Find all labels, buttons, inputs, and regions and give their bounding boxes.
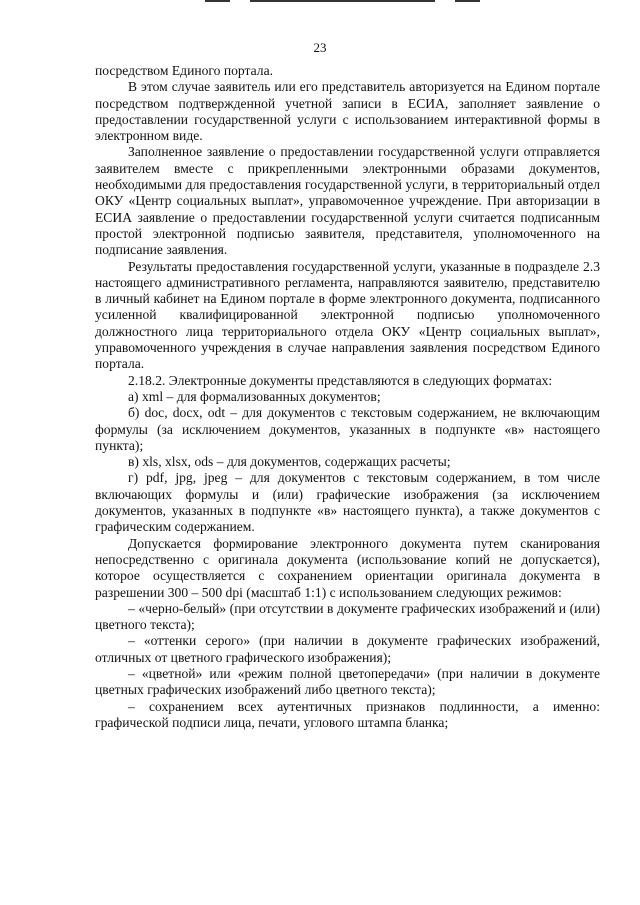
scan-mode-color: – «цветной» или «режим полной цветопередачи» (при наличии в документе цветных графических изображений либо цветного текста); [95, 665, 600, 698]
document-body [95, 63, 600, 731]
paragraph-scanning: Допускается формирование электронного документа путем сканирования непосредственно с оригинала документа (использование копий не допускается), которое осуществляется с сохранением ориентации оригинала документа в разрешении 300 – 500 dpi (масштаб 1:1) с использованием следующих режимов: [95, 535, 600, 600]
page-number: 23 [313, 40, 327, 55]
format-item-g: г) pdf, jpg, jpeg – для документов с текстовым содержанием, в том числе включающих формулы и (или) графические изображения (за исключением документов, указанных в подпункте «в» настоящего пункта), а также документов с графическим содержанием. [95, 470, 600, 535]
section-2-18-2-heading: 2.18.2. Электронные документы представляются в следующих форматах: [128, 372, 553, 388]
format-item-a: а) xml – для формализованных документов; [128, 388, 381, 404]
scan-mode-grayscale: – «оттенки серого» (при наличии в документе графических изображений, отличных от цветного графического изображения); [95, 633, 600, 665]
header-rule-center [250, 0, 435, 2]
format-item-b: б) doc, docx, odt – для документов с текстовым содержанием, не включающим формулы (за исключением документов, указанных в подпункте «в» настоящего пункта); [95, 405, 600, 453]
paragraph-continuation: посредством Единого портала. [95, 63, 274, 78]
format-item-v: в) xls, xlsx, ods – для документов, содержащих расчеты; [128, 454, 451, 470]
scan-mode-authenticity: – сохранением всех аутентичных признаков подлинности, а именно: графической подписи лица, печати, углового штампа бланка; [95, 698, 600, 730]
paragraph-submission: Заполненное заявление о предоставлении государственной услуги отправляется заявителем вместе с прикрепленными электронными образами документов, необходимыми для предоставления государственной услуги, в территориальный отдел ОКУ «Центр социальных выплат», управомоченное учреждение. При авторизации в ЕСИА заявление о предоставлении государственной услуги считается подписанным простой электронной подписью заявителя, представителя, уполномоченного на подписание заявления. [95, 144, 600, 258]
paragraph-results: Результаты предоставления государственной услуги, указанные в подразделе 2.3 настоящего административного регламента, направляются заявителю, представителю в личный кабинет на Едином портале в форме электронного документа, подписанного усиленной квалифицированной электронной подписью уполномоченного должностного лица территориального отдела ОКУ «Центр социальных выплат», управомоченного учреждения в случае направления заявления посредством Единого портала. [95, 258, 600, 372]
scan-mode-black-white: – «черно-белый» (при отсутствии в документе графических изображений и (или) цветного текста); [95, 600, 600, 633]
header-rule-left [205, 0, 230, 2]
header-rule-right [455, 0, 480, 2]
paragraph-authorization: В этом случае заявитель или его представитель авторизуется на Едином портале посредством подтвержденной учетной записи в ЕСИА, заполняет заявление о предоставлении государственной услуги с использованием интерактивной формы в электронном виде. [95, 79, 600, 144]
